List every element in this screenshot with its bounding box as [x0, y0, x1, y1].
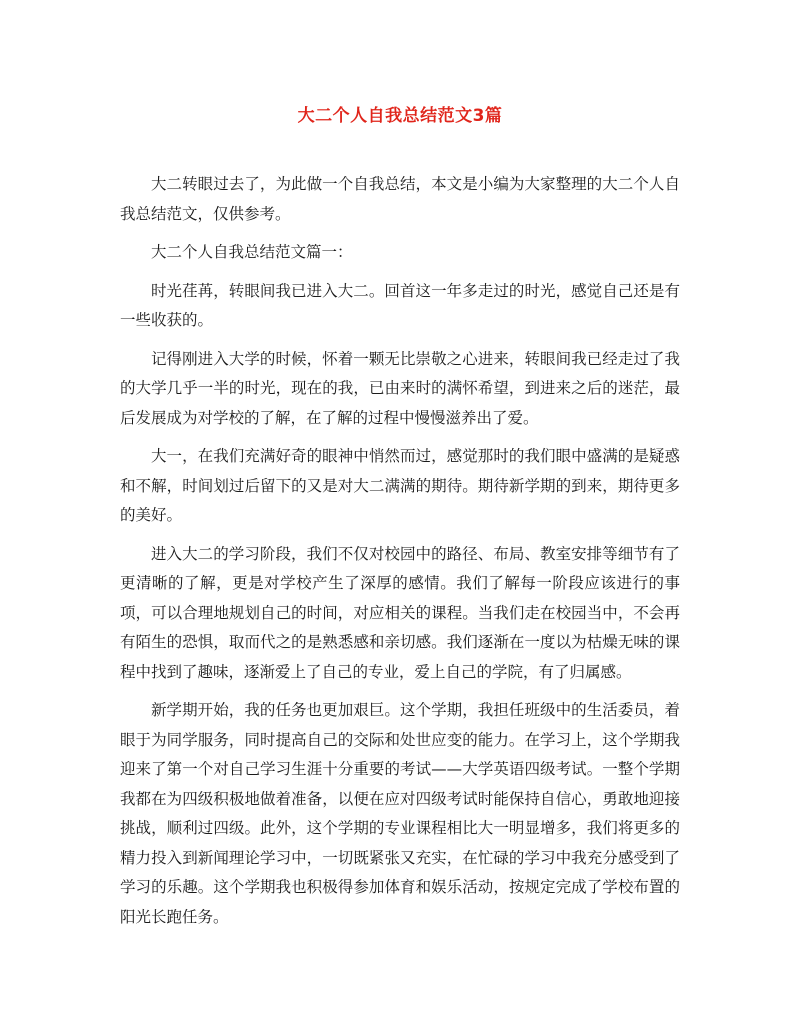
paragraph: 大一，在我们充满好奇的眼神中悄然而过，感觉那时的我们眼中盛满的是疑惑和不解，时间划过后留下的又是对大二满满的期待。期待新学期的到来，期待更多的美好。 — [120, 447, 680, 524]
paragraph: 时光荏苒，转眼间我已进入大二。回首这一年多走过的时光，感觉自己还是有一些收获的。 — [120, 281, 680, 329]
document-body — [120, 170, 680, 941]
paragraph-section-heading: 大二个人自我总结范文篇一： — [151, 243, 353, 261]
paragraph-intro: 大二转眼过去了，为此做一个自我总结，本文是小编为大家整理的大二个人自我总结范文，仅供参考。 — [120, 175, 680, 223]
paragraph: 进入大二的学习阶段，我们不仅对校园中的路径、布局、教室安排等细节有了更清晰的了解，更是对学校产生了深厚的感情。我们了解每一阶段应该进行的事项，可以合理地规划自己的时间，对应相关的课程。当我们走在校园当中，不会再有陌生的恐惧，取而代之的是熟悉感和亲切感。我们逐渐在一度以为枯燥无味的课程中找到了趣味，逐渐爱上了自己的专业，爱上自己的学院，有了归属感。 — [120, 544, 680, 681]
paragraph: 记得刚进入大学的时候，怀着一颗无比崇敬之心进来，转眼间我已经走过了我的大学几乎一半的时光，现在的我，已由来时的满怀希望，到进来之后的迷茫，最后发展成为对学校的了解，在了解的过程中慢慢滋养出了爱。 — [120, 349, 680, 427]
paragraph: 新学期开始，我的任务也更加艰巨。这个学期，我担任班级中的生活委员，着眼于为同学服务，同时提高自己的交际和处世应变的能力。在学习上，这个学期我迎来了第一个对自己学习生涯十分重要的考试——大学英语四级考试。一整个学期我都在为四级积极地做着准备，以便在应对四级考试时能保持自信心，勇敢地迎接挑战，顺利过四级。此外，这个学期的专业课程相比大一明显增多，我们将更多的精力投入到新闻理论学习中，一切既紧张又充实，在忙碌的学习中我充分感受到了学习的乐趣。这个学期我也积极得参加体育和娱乐活动，按规定完成了学校布置的阳光长跑任务。 — [120, 701, 680, 926]
document-title: 大二个人自我总结范文3篇 — [297, 106, 503, 126]
